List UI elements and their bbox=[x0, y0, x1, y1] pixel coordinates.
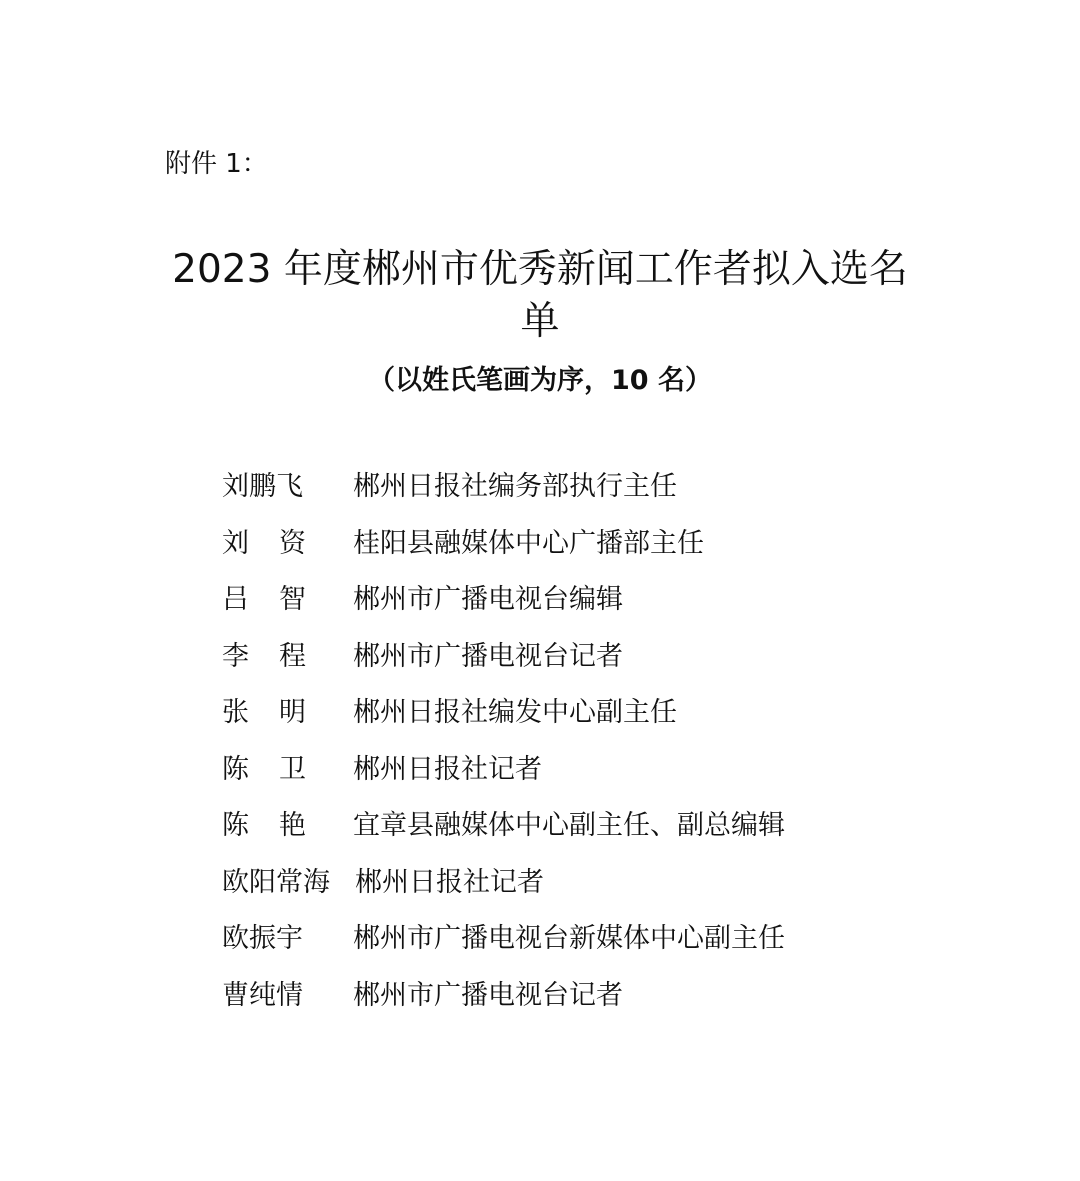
nominee-row bbox=[222, 919, 922, 976]
nominee-title: 桂阳县融媒体中心广播部主任 bbox=[353, 527, 704, 559]
nominee-name: 李程 bbox=[222, 640, 336, 672]
nominee-title: 郴州市广播电视台编辑 bbox=[353, 584, 623, 615]
nominee-name: 刘资 bbox=[222, 527, 336, 559]
nominee-row bbox=[222, 693, 922, 750]
nominee-title: 郴州日报社编务部执行主任 bbox=[353, 471, 677, 502]
nominee-name: 吕智 bbox=[222, 584, 336, 615]
nominee-title: 郴州日报社记者 bbox=[355, 866, 544, 898]
nominee-row bbox=[222, 637, 922, 694]
nominee-row bbox=[222, 467, 922, 524]
nominee-name: 陈艳 bbox=[222, 810, 336, 841]
nominee-row bbox=[222, 750, 922, 807]
nominee-name: 陈卫 bbox=[222, 753, 336, 785]
attachment-label: 附件 1： bbox=[165, 149, 268, 179]
nominee-name: 曹纯情 bbox=[222, 979, 303, 1011]
nominee-name: 张明 bbox=[222, 697, 336, 728]
nominee-title: 宜章县融媒体中心副主任、副总编辑 bbox=[353, 810, 785, 841]
nominee-row bbox=[222, 863, 922, 920]
document-title bbox=[150, 244, 930, 348]
nominee-name: 欧阳常海 bbox=[222, 866, 330, 898]
nominee-name: 刘鹏飞 bbox=[222, 471, 303, 502]
nominee-row bbox=[222, 524, 922, 581]
nominee-row bbox=[222, 976, 922, 1033]
nominee-row bbox=[222, 806, 922, 863]
nominee-title: 郴州市广播电视台记者 bbox=[353, 640, 623, 672]
nominee-title: 郴州市广播电视台新媒体中心副主任 bbox=[353, 923, 785, 954]
document-title-line-1: 2023 年度郴州市优秀新闻工作者拟入选名 bbox=[172, 247, 908, 292]
nominee-list bbox=[222, 467, 922, 1032]
nominee-title: 郴州日报社记者 bbox=[353, 753, 542, 785]
nominee-title: 郴州市广播电视台记者 bbox=[353, 979, 623, 1011]
document-title-line-2: 单 bbox=[520, 299, 560, 344]
document-subtitle: （以姓氏笔画为序，10 名） bbox=[368, 365, 712, 396]
nominee-title: 郴州日报社编发中心副主任 bbox=[353, 697, 677, 728]
nominee-row bbox=[222, 580, 922, 637]
nominee-name: 欧振宇 bbox=[222, 923, 303, 954]
